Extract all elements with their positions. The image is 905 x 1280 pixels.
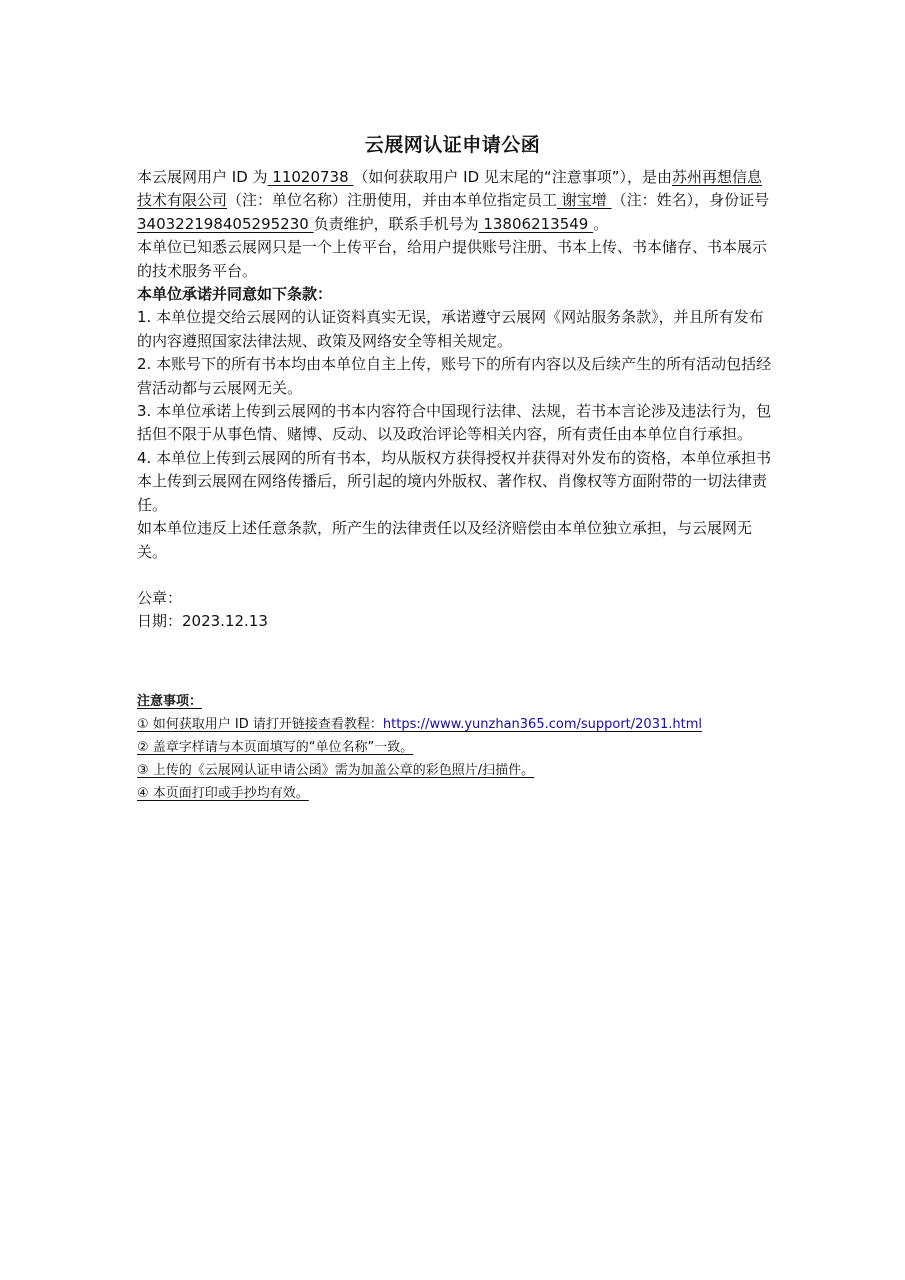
platform-note: 本单位已知悉云展网只是一个上传平台，给用户提供账号注册、书本上传、书本储存、书本展示的技术服务平台。 (137, 238, 768, 280)
clause-1: 1. 本单位提交给云展网的认证资料真实无误，承诺遵守云展网《网站服务条款》，并且所有发布的内容遵照国家法律法规、政策及网络安全等相关规定。 (137, 308, 764, 350)
note-3: ③ 上传的《云展网认证申请公函》需为加盖公章的彩色照片/扫描件。 (137, 763, 535, 778)
intro-paragraph (137, 166, 773, 236)
violation-clause: 如本单位违反上述任意条款，所产生的法律责任以及经济赔偿由本单位独立承担，与云展网无关。 (137, 519, 753, 561)
phone-field: 13806213549 (478, 214, 594, 233)
date-label: 日期：2023.12.13 (137, 612, 268, 631)
intro-text-3: （注：单位名称）注册使用，并由本单位指定员工 (227, 191, 558, 210)
document-body (137, 166, 773, 634)
id-number-field: 340322198405295230 (137, 214, 314, 233)
note-1 (137, 713, 777, 736)
document-title: 云展网认证申请公函 (364, 134, 541, 156)
intro-text-6: 。 (593, 214, 609, 233)
note-2: ② 盖章字样请与本页面填写的“单位名称”一致。 (137, 740, 414, 755)
clause-2: 2. 本账号下的所有书本均由本单位自主上传，账号下的所有内容以及后续产生的所有活动包括经营活动都与云展网无关。 (137, 355, 772, 397)
employee-name-field: 谢宝增 (557, 191, 612, 210)
note-1-text: ① 如何获取用户 ID 请打开链接查看教程： (137, 717, 383, 732)
user-id-field: 11020738 (267, 168, 354, 186)
clause-3: 3. 本单位承诺上传到云展网的书本内容符合中国现行法律、法规，若书本言论涉及违法行为，包括但不限于从事色情、赌博、反动、以及政治评论等相关内容，所有责任由本单位自行承担。 (137, 402, 772, 444)
intro-text-4: （注：姓名），身份证号 (611, 191, 770, 210)
company-name-field: 苏州再想信息技术有限公司 (137, 168, 762, 210)
note-4: ④ 本页面打印或手抄均有效。 (137, 786, 309, 801)
commitment-heading: 本单位承诺并同意如下条款： (137, 285, 333, 304)
intro-text-1: 本云展网用户 ID 为 (137, 168, 268, 186)
notes-section (137, 690, 777, 805)
intro-text-2: （如何获取用户 ID 见末尾的“注意事项”），是由 (353, 168, 672, 186)
clause-4: 4. 本单位上传到云展网的所有书本，均从版权方获得授权并获得对外发布的资格，本单位承担书本上传到云展网在网络传播后，所引起的境内外版权、著作权、肖像权等方面附带的一切法律责任。 (137, 448, 772, 514)
intro-text-5: 负责维护，联系手机号为 (313, 214, 479, 233)
seal-label: 公章： (137, 588, 183, 607)
notes-heading: 注意事项： (137, 694, 203, 709)
tutorial-link[interactable]: https://www.yunzhan365.com/support/2031.html (382, 717, 702, 732)
